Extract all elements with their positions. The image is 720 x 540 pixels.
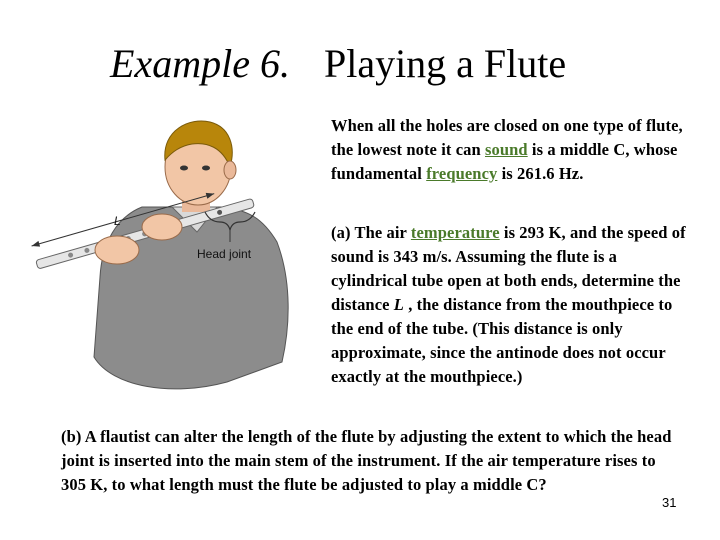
hand-left: [142, 214, 182, 240]
shirt: [94, 207, 288, 389]
eye-left: [180, 166, 188, 171]
eye-right: [202, 166, 210, 171]
link-frequency[interactable]: frequency: [426, 164, 498, 183]
link-sound[interactable]: sound: [484, 140, 528, 159]
link-temperature[interactable]: temperature: [410, 223, 500, 242]
slide-title: [110, 41, 567, 86]
part-a-text-1: (a) The air: [331, 223, 411, 242]
intro-paragraph: [331, 114, 691, 186]
intro-text-3: is 261.6 Hz.: [497, 164, 584, 183]
title-text: Playing a Flute: [323, 41, 567, 86]
hand-right: [95, 236, 139, 264]
head-joint-label: Head joint: [197, 247, 252, 261]
part-a-text-2: is 293 K, and the speed of sound is 343 m/s. Assuming the flute is a cylindrical tube open at both ends, determine the distance: [331, 223, 686, 314]
title-example-number: Example 6.: [110, 41, 290, 86]
part-a-paragraph: [331, 221, 696, 389]
page-number: 31: [662, 495, 677, 510]
intro-text-2: is a middle C, whose fundamental: [331, 140, 678, 183]
part-b-paragraph: (b) A flautist can alter the length of the flute by adjusting the extent to which the head joint is inserted into the main stem of the instrument. If the air temperature rises to 305 K, to what length must the flute be adjusted to play a middle C?: [61, 427, 672, 494]
variable-L: L: [393, 295, 404, 314]
flute-player-illustration: [22, 112, 322, 412]
ear: [224, 161, 236, 179]
length-label: L: [114, 214, 121, 228]
intro-text-1: When all the holes are closed on one type of flute, the lowest note it can: [331, 116, 683, 159]
part-a-text-3: , the distance from the mouthpiece to the end of the tube. (This distance is only approximate, since the antinode does not occur exactly at the mouthpiece.): [331, 295, 673, 386]
